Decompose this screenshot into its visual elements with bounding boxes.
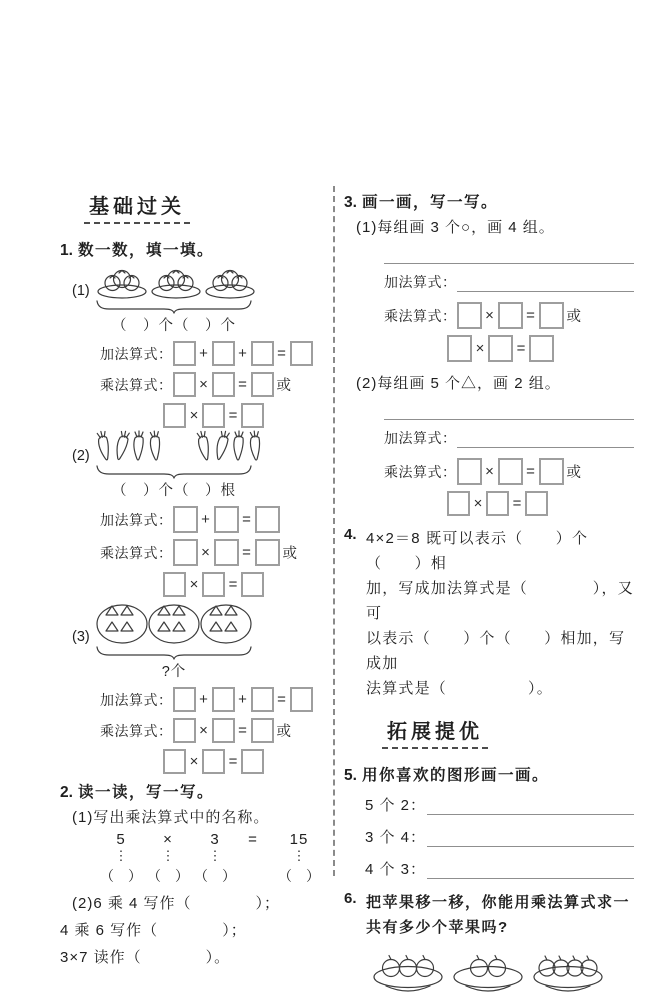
answer-box: [173, 506, 198, 533]
multiplication-equation-row-alt: [163, 572, 332, 597]
equals-sign: =: [248, 831, 258, 848]
addition-label: 加法算式：: [100, 691, 173, 708]
plus-sign: +: [238, 345, 247, 362]
exercise-title: 读一读，写一写。: [77, 784, 214, 801]
answer-box: [241, 749, 264, 774]
answer-box: [457, 458, 482, 485]
figure-caption: （ ）个（ ）个: [112, 318, 236, 334]
equals-sign: =: [242, 544, 251, 561]
exercise-2: [60, 780, 332, 967]
addition-answer-row: [384, 428, 634, 448]
answer-box: [212, 372, 235, 397]
addition-label: 加法算式：: [100, 345, 173, 362]
text-line: 共有多少个苹果吗?: [366, 919, 509, 936]
answer-box: [525, 491, 548, 516]
part-text-row: [344, 216, 634, 237]
name-blank: （ ）: [100, 868, 142, 884]
answer-box: [202, 749, 225, 774]
part-number: (3): [72, 629, 90, 645]
answer-line: [427, 861, 634, 879]
answer-box: [488, 335, 513, 362]
answer-box: [212, 718, 235, 743]
apple-plates-figure: [372, 952, 604, 1002]
answer-box: [163, 403, 186, 428]
equals-sign: =: [277, 691, 286, 708]
factor-1: 5: [116, 831, 126, 848]
factor-2: 3: [210, 831, 220, 848]
or-label: 或: [276, 378, 291, 394]
plus-sign: +: [199, 691, 208, 708]
answer-box: [539, 458, 564, 485]
multiplication-name-grid: [98, 831, 332, 886]
left-column: [60, 190, 332, 973]
answer-box: [173, 372, 196, 397]
times-sign: ×: [199, 376, 208, 393]
times-sign: ×: [485, 307, 494, 324]
underbrace-icon: [94, 646, 254, 660]
row-label: 5 个 2：: [365, 797, 427, 814]
drawing-line: [384, 263, 634, 264]
answer-box: [173, 718, 196, 743]
answer-box: [251, 718, 274, 743]
equals-sign: =: [228, 407, 238, 424]
exercise-3-part-2: [344, 372, 634, 516]
addition-label: 加法算式：: [100, 511, 173, 528]
basic-practice-heading: 基础过关: [84, 190, 190, 224]
equals-sign: =: [516, 340, 526, 357]
draw-row-4-of-3: [365, 858, 634, 879]
row-label: 3 个 4：: [365, 829, 427, 846]
part-text: 每组画 3 个○，画 4 组。: [377, 219, 555, 236]
multiplication-label: 乘法算式：: [384, 463, 457, 480]
column-divider: [333, 186, 335, 876]
answer-box: [202, 572, 225, 597]
answer-box: [212, 687, 235, 712]
exercise-number: 1.: [60, 242, 73, 259]
answer-box: [202, 403, 225, 428]
multiplication-equation-row-alt: [163, 749, 332, 774]
vertical-dots-icon: ⋮: [161, 848, 175, 863]
multiplication-label: 乘法算式：: [100, 376, 173, 393]
steamed-buns-plates-figure: [96, 266, 256, 299]
times-sign: ×: [475, 340, 485, 357]
exercise-2-part-1-text: [60, 806, 332, 827]
text-line: 加，写成加法算式是（ ），又可: [366, 580, 634, 622]
multiplication-label: 乘法算式：: [384, 307, 457, 324]
name-blank: （ ）: [194, 868, 236, 884]
answer-box: [241, 572, 264, 597]
exercise-number: 4.: [344, 526, 357, 543]
times-sign: ×: [189, 407, 199, 424]
times-sign: ×: [189, 753, 199, 770]
equals-sign: =: [238, 376, 247, 393]
times-sign: ×: [201, 544, 210, 561]
extension-heading: 拓展提优: [382, 715, 488, 749]
exercise-5: [344, 763, 634, 879]
part-text: 写出乘法算式中的名称。: [93, 809, 270, 826]
or-label: 或: [282, 546, 297, 562]
answer-box: [529, 335, 554, 362]
answer-box: [498, 458, 523, 485]
exercise-number: 6.: [344, 890, 357, 907]
or-label: 或: [566, 465, 581, 481]
addition-equation-row: [100, 687, 332, 712]
multiplication-equation-row-alt: [447, 491, 634, 516]
exercise-5-head: [344, 763, 634, 785]
right-column: [344, 184, 634, 1002]
part-text: 每组画 5 个△，画 2 组。: [377, 375, 561, 392]
addition-answer-row: [384, 272, 634, 292]
exercise-title: 画一画，写一写。: [361, 194, 498, 211]
text-line: 4×2＝8 既可以表示（ ）个（ ）相: [366, 530, 589, 572]
plus-sign: +: [201, 511, 210, 528]
times-sign: ×: [199, 722, 208, 739]
carrot-groups-figure: [96, 434, 264, 464]
answer-box: [457, 302, 482, 329]
multiplication-equation-row: [100, 718, 332, 743]
exercise-1-head: [60, 238, 332, 260]
vertical-dots-icon: ⋮: [292, 848, 306, 863]
text-line: 把苹果移一移，你能用乘法算式求一: [366, 894, 631, 911]
exercise-6: [344, 890, 634, 940]
figure-caption: ?个: [161, 664, 187, 680]
part-number: (2): [356, 375, 378, 392]
answer-box: [447, 335, 472, 362]
answer-box: [173, 539, 198, 566]
answer-box: [486, 491, 509, 516]
answer-line: [457, 274, 635, 292]
exercise-3-part-1: [344, 216, 634, 362]
answer-line: [457, 430, 635, 448]
vertical-dots-icon: ⋮: [208, 848, 222, 863]
exercise-1-part-3: [60, 603, 332, 774]
multiplication-equation-row: [384, 302, 634, 329]
answer-box: [251, 341, 274, 366]
exercise-title: 用你喜欢的图形画一画。: [361, 767, 549, 784]
multiplication-equation-row: [384, 458, 634, 485]
vertical-dots-icon: ⋮: [114, 848, 128, 863]
exercise-3-head: [344, 190, 634, 212]
equals-sign: =: [526, 463, 535, 480]
times-sign: ×: [485, 463, 494, 480]
name-blank: （ ）: [278, 868, 320, 884]
exercise-1-part-2: [60, 434, 332, 597]
answer-line: [427, 829, 634, 847]
equals-sign: =: [277, 345, 286, 362]
exercise-3: [344, 190, 634, 516]
answer-box: [290, 687, 313, 712]
name-blank: （ ）: [147, 868, 189, 884]
part-number: (1): [72, 809, 94, 826]
answer-box: [173, 687, 196, 712]
times-sign: ×: [189, 576, 199, 593]
equals-sign: =: [228, 753, 238, 770]
times-sign: ×: [473, 495, 483, 512]
exercise-number: 5.: [344, 767, 357, 784]
addition-equation-row: [100, 341, 332, 366]
exercise-2-part-2-line-1: [60, 892, 332, 913]
part-number: (1): [356, 219, 378, 236]
exercise-2-part-2-line-2: 4 乘 6 写作（ ）；: [60, 922, 247, 939]
underbrace-icon: [94, 465, 254, 479]
plus-sign: +: [238, 691, 247, 708]
text-line: 以表示（ ）个（ ）相加，写成加: [366, 630, 626, 672]
part-number: (2): [72, 448, 90, 464]
figure-caption: （ ）个（ ）根: [112, 483, 236, 499]
multiplication-equation-row-alt: [447, 335, 634, 362]
multiplication-equation-row: [100, 539, 332, 566]
multiplication-label: 乘法算式：: [100, 722, 173, 739]
triangle-ovals-figure: [96, 603, 252, 645]
answer-box: [251, 372, 274, 397]
exercise-6-text: [366, 890, 630, 940]
exercise-number: 3.: [344, 194, 357, 211]
row-label: 4 个 3：: [365, 861, 427, 878]
equals-sign: =: [242, 511, 251, 528]
part-text-row: [344, 372, 634, 393]
product: 15: [289, 831, 309, 848]
answer-box: [163, 749, 186, 774]
or-label: 或: [276, 724, 291, 740]
answer-box: [255, 539, 280, 566]
answer-box: [251, 687, 274, 712]
exercise-1: [60, 238, 332, 774]
exercise-4: [344, 526, 634, 701]
answer-box: [255, 506, 280, 533]
multiplication-equation-row-alt: [163, 403, 332, 428]
or-label: 或: [566, 309, 581, 325]
equals-sign: =: [512, 495, 522, 512]
addition-label: 加法算式：: [384, 430, 457, 446]
answer-box: [214, 506, 239, 533]
multiplication-label: 乘法算式：: [100, 544, 173, 561]
equals-sign: =: [526, 307, 535, 324]
multiplication-equation-row: [100, 372, 332, 397]
times-sign: ×: [163, 831, 173, 848]
equals-sign: =: [228, 576, 238, 593]
addition-equation-row: [100, 506, 332, 533]
draw-row-3-of-4: [365, 826, 634, 847]
part-number: (1): [72, 283, 90, 299]
part-number: (2): [72, 895, 94, 912]
text-line: 法算式是（ ）。: [366, 680, 553, 697]
drawing-line: [384, 419, 634, 420]
read-write-line: 6 乘 4 写作（ ）；: [93, 895, 281, 912]
answer-box: [290, 341, 313, 366]
answer-box: [498, 302, 523, 329]
exercise-title: 数一数，填一填。: [77, 242, 214, 259]
addition-label: 加法算式：: [384, 274, 457, 290]
answer-box: [173, 341, 196, 366]
answer-box: [539, 302, 564, 329]
answer-box: [214, 539, 239, 566]
exercise-2-head: [60, 780, 332, 802]
answer-line: [427, 797, 634, 815]
plus-sign: +: [199, 345, 208, 362]
underbrace-icon: [94, 300, 254, 314]
exercise-number: 2.: [60, 784, 73, 801]
answer-box: [212, 341, 235, 366]
equals-sign: =: [238, 722, 247, 739]
exercise-4-text: [366, 526, 634, 701]
draw-row-5-of-2: [365, 794, 634, 815]
answer-box: [163, 572, 186, 597]
answer-box: [447, 491, 470, 516]
exercise-2-part-2-line-3: 3×7 读作（ ）。: [60, 949, 231, 966]
exercise-1-part-1: [60, 266, 332, 428]
answer-box: [241, 403, 264, 428]
